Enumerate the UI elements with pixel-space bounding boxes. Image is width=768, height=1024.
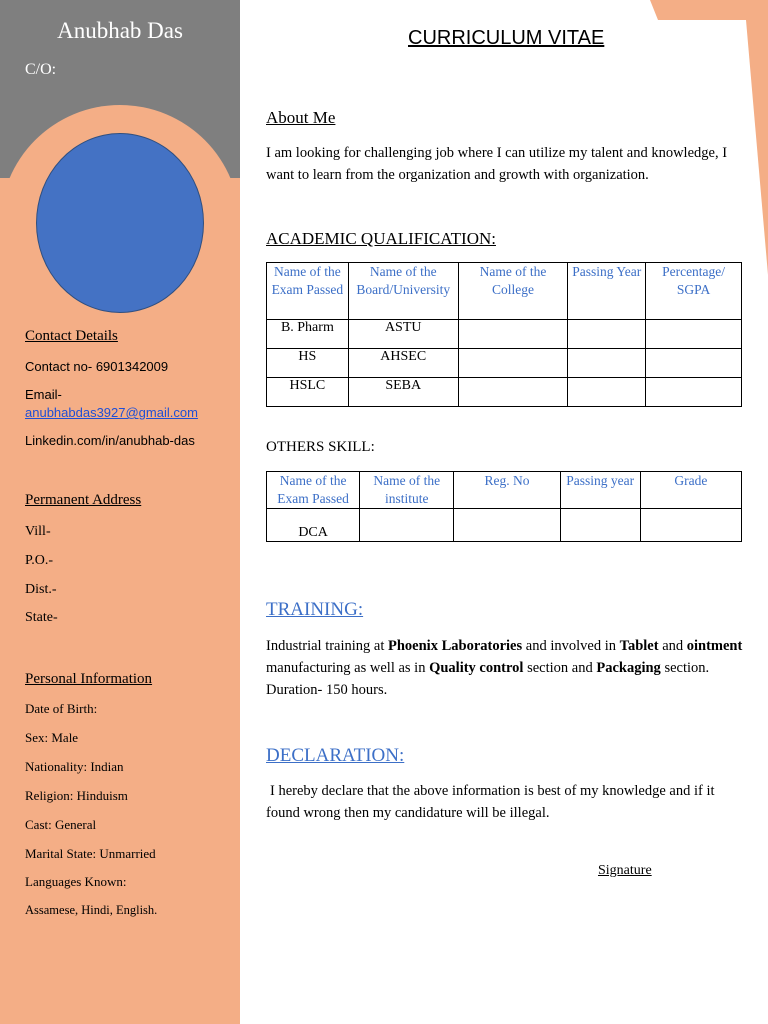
declaration-text: I hereby declare that the above information is best of my knowledge and if it found wrong then my candidature will be illegal.	[266, 783, 715, 821]
training-text-part: and	[658, 638, 687, 654]
languages-label: Languages Known:	[25, 874, 127, 889]
nationality: Nationality: Indian	[25, 759, 124, 774]
address-district: Dist.-	[25, 582, 57, 597]
email-link[interactable]: anubhabdas3927@gmail.com	[25, 405, 198, 420]
religion: Religion: Hinduism	[25, 788, 128, 803]
table-cell	[646, 378, 742, 407]
candidate-name: Anubhab Das	[57, 18, 183, 43]
table-row	[267, 320, 742, 349]
signature-label: Signature	[598, 863, 652, 878]
training-bold-part: Phoenix Laboratories	[388, 638, 523, 654]
profile-photo-placeholder	[36, 133, 204, 313]
training-bold-part: Tablet	[619, 638, 659, 654]
academic-heading: ACADEMIC QUALIFICATION:	[266, 229, 496, 248]
others-col-header: Passing year	[560, 472, 640, 509]
table-cell: HS	[267, 349, 349, 378]
table-cell: SEBA	[348, 378, 458, 407]
table-cell	[458, 320, 568, 349]
table-cell	[560, 509, 640, 542]
table-row	[267, 349, 742, 378]
table-cell: AHSEC	[348, 349, 458, 378]
training-text-part: Industrial training at	[266, 638, 389, 654]
declaration-heading: DECLARATION:	[266, 745, 405, 766]
page-title: CURRICULUM VITAE	[408, 27, 605, 49]
training-text-part: section. Duration- 150 hours.	[266, 660, 710, 698]
training-bold-part: Packaging	[596, 660, 661, 676]
sex: Sex: Male	[25, 730, 79, 745]
table-row	[267, 378, 742, 407]
table-cell	[458, 378, 568, 407]
training-text	[266, 635, 746, 701]
email-label: Email-	[25, 387, 62, 402]
others-col-header: Reg. No	[454, 472, 560, 509]
training-bold-part: ointment	[686, 638, 743, 654]
table-cell	[454, 509, 560, 542]
training-bold-part: Quality control	[429, 660, 524, 676]
personal-heading: Personal Information	[25, 671, 153, 687]
about-heading: About Me	[266, 108, 336, 127]
table-cell	[646, 320, 742, 349]
training-text-part: manufacturing as well as in	[266, 660, 430, 676]
academic-col-header: Name of the College	[458, 263, 568, 320]
others-col-header: Name of the institute	[360, 472, 454, 509]
academic-header-row	[267, 263, 742, 320]
table-cell	[458, 349, 568, 378]
marital-state: Marital State: Unmarried	[25, 846, 156, 861]
table-cell	[568, 349, 646, 378]
address-village: Vill-	[25, 524, 51, 539]
linkedin-text: Linkedin.com/in/anubhab-das	[25, 433, 195, 448]
academic-col-header: Passing Year	[568, 263, 646, 320]
others-col-header: Grade	[640, 472, 741, 509]
contact-number: Contact no- 6901342009	[25, 359, 169, 374]
others-col-header: Name of the Exam Passed	[267, 472, 360, 509]
corner-decoration	[638, 0, 768, 280]
table-cell	[640, 509, 741, 542]
table-cell	[360, 509, 454, 542]
cast: Cast: General	[25, 817, 97, 832]
table-row	[267, 509, 742, 542]
others-skill-heading: OTHERS SKILL:	[266, 439, 375, 455]
table-cell: B. Pharm	[267, 320, 349, 349]
languages-value: Assamese, Hindi, English.	[25, 903, 158, 917]
table-cell	[568, 320, 646, 349]
academic-col-header: Name of the Board/University	[348, 263, 458, 320]
address-po: P.O.-	[25, 553, 54, 568]
address-heading: Permanent Address	[25, 492, 142, 508]
academic-table	[266, 262, 742, 407]
others-header-row	[267, 472, 742, 509]
academic-col-header: Percentage/ SGPA	[646, 263, 742, 320]
table-cell	[646, 349, 742, 378]
care-of-label: C/O:	[25, 61, 57, 78]
dob: Date of Birth:	[25, 701, 98, 716]
table-cell: DCA	[267, 509, 360, 542]
table-cell: HSLC	[267, 378, 349, 407]
training-text-part: section and	[523, 660, 597, 676]
table-cell: ASTU	[348, 320, 458, 349]
address-state: State-	[25, 610, 58, 625]
training-text-part: and involved in	[522, 638, 620, 654]
contact-heading: Contact Details	[25, 328, 118, 344]
academic-col-header: Name of the Exam Passed	[267, 263, 349, 320]
table-cell	[568, 378, 646, 407]
training-heading: TRAINING:	[266, 599, 364, 620]
about-text: I am looking for challenging job where I can utilize my talent and knowledge, I want to learn from the organization and growth with organization.	[266, 145, 728, 183]
others-skill-table	[266, 471, 742, 542]
